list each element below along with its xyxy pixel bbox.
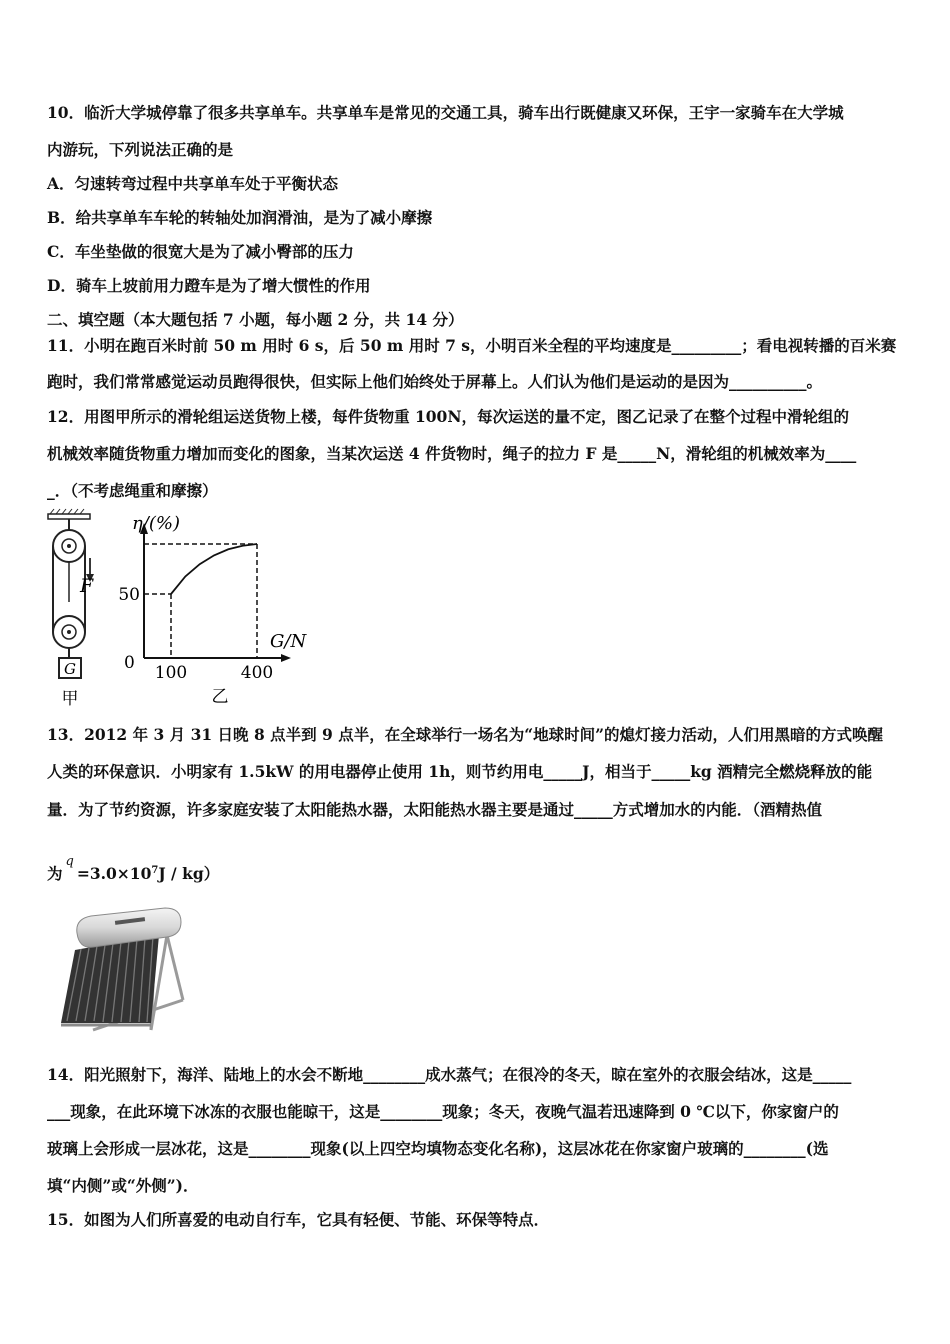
q13-line-1: 13．2012 年 3 月 31 日晚 8 点半到 9 点半，在全球举行一场名为“地球时间”的熄灯接力活动，人们用黑暗的方式唤醒 bbox=[47, 725, 884, 744]
q15-line-1: 15．如图为人们所喜爱的电动自行车，它具有轻便、节能、环保等特点． bbox=[47, 1210, 550, 1229]
efficiency-curve bbox=[171, 544, 257, 594]
solar-water-heater-image bbox=[55, 905, 190, 1040]
q10-option-a: A．匀速转弯过程中共享单车处于平衡状态 bbox=[47, 174, 339, 193]
q14-line-3: 玻璃上会形成一层冰花，这是________现象(以上四空均填物态变化名称)，这层冰花在你家窗户玻璃的________(选 bbox=[47, 1139, 829, 1158]
x-tick-label: 100 bbox=[154, 663, 188, 683]
q10-stem-line-1: 10．临沂大学城停靠了很多共享单车。共享单车是常见的交通工具，骑车出行既健康又环保，王宇一家骑车在大学城 bbox=[47, 103, 844, 122]
chart-caption: 乙 bbox=[211, 687, 229, 707]
ceiling bbox=[48, 514, 90, 519]
heat-value: =3.0×10 bbox=[76, 864, 152, 884]
q13-line-4-prefix: 为 bbox=[47, 864, 63, 884]
section-title: 二、填空题（本大题包括 7 小题，每小题 2 分，共 14 分） bbox=[47, 310, 464, 329]
y-tick-label: 50 bbox=[118, 585, 140, 605]
efficiency-chart bbox=[110, 508, 330, 708]
y-axis-label: η/(%) bbox=[132, 513, 180, 534]
heat-value-exponent: 7 bbox=[151, 865, 159, 876]
pulley-caption: 甲 bbox=[61, 689, 79, 708]
origin-label: 0 bbox=[124, 653, 135, 673]
heat-value-unit: J / kg） bbox=[158, 864, 220, 884]
x-axis-arrow bbox=[281, 654, 291, 662]
q13-line-2: 人类的环保意识．小明家有 1.5kW 的用电器停止使用 1h，则节约用电_____J，相当于_____kg 酒精完全燃烧释放的能 bbox=[47, 762, 873, 781]
q14-line-1: 14．阳光照射下，海洋、陆地上的水会不断地________成水蒸气；在很冷的冬天，晾在室外的衣服会结冰，这是_____ bbox=[47, 1065, 852, 1084]
force-label: F bbox=[80, 575, 94, 597]
q10-option-b: B．给共享单车车轮的转轴处加润滑油，是为了减小摩擦 bbox=[47, 208, 433, 227]
q12-line-2: 机械效率随货物重力增加而变化的图象，当某次运送 4 件货物时，绳子的拉力 F 是_____N，滑轮组的机械效率为____ bbox=[47, 444, 857, 463]
q10-stem-line-2: 内游玩，下列说法正确的是 bbox=[47, 140, 234, 159]
q10-option-c: C．车坐垫做的很宽大是为了减小臀部的压力 bbox=[47, 242, 354, 261]
pulley-diagram bbox=[40, 508, 110, 708]
q14-line-2: ___现象，在此环境下冰冻的衣服也能晾干，这是________现象；冬天，夜晚气温若迅速降到 0 ℃以下，你家窗户的 bbox=[47, 1102, 839, 1121]
heat-value-symbol: q bbox=[65, 854, 74, 870]
load-label: G bbox=[64, 660, 76, 678]
q11-line-2: 跑时，我们常常感觉运动员跑得很快，但实际上他们始终处于屏幕上。人们认为他们是运动的是因为__________。 bbox=[47, 372, 823, 391]
q12-line-3: _．（不考虑绳重和摩擦） bbox=[47, 481, 218, 500]
q12-line-1: 12．用图甲所示的滑轮组运送货物上楼，每件货物重 100N，每次运送的量不定，图乙记录了在整个过程中滑轮组的 bbox=[47, 407, 849, 426]
q14-line-4: 填“内侧”或“外侧”)． bbox=[47, 1176, 199, 1195]
x-tick-label: 400 bbox=[240, 663, 274, 683]
x-axis-label: G/N bbox=[270, 631, 307, 652]
q10-option-d: D．骑车上坡前用力蹬车是为了增大惯性的作用 bbox=[47, 276, 371, 295]
q13-line-4 bbox=[47, 854, 220, 886]
q11-line-1: 11．小明在跑百米时前 50 m 用时 6 s，后 50 m 用时 7 s，小明百米全程的平均速度是_________；看电视转播的百米赛 bbox=[47, 336, 897, 355]
q13-line-3: 量．为了节约资源，许多家庭安装了太阳能热水器，太阳能热水器主要是通过_____方式增加水的内能．（酒精热值 bbox=[47, 800, 823, 819]
